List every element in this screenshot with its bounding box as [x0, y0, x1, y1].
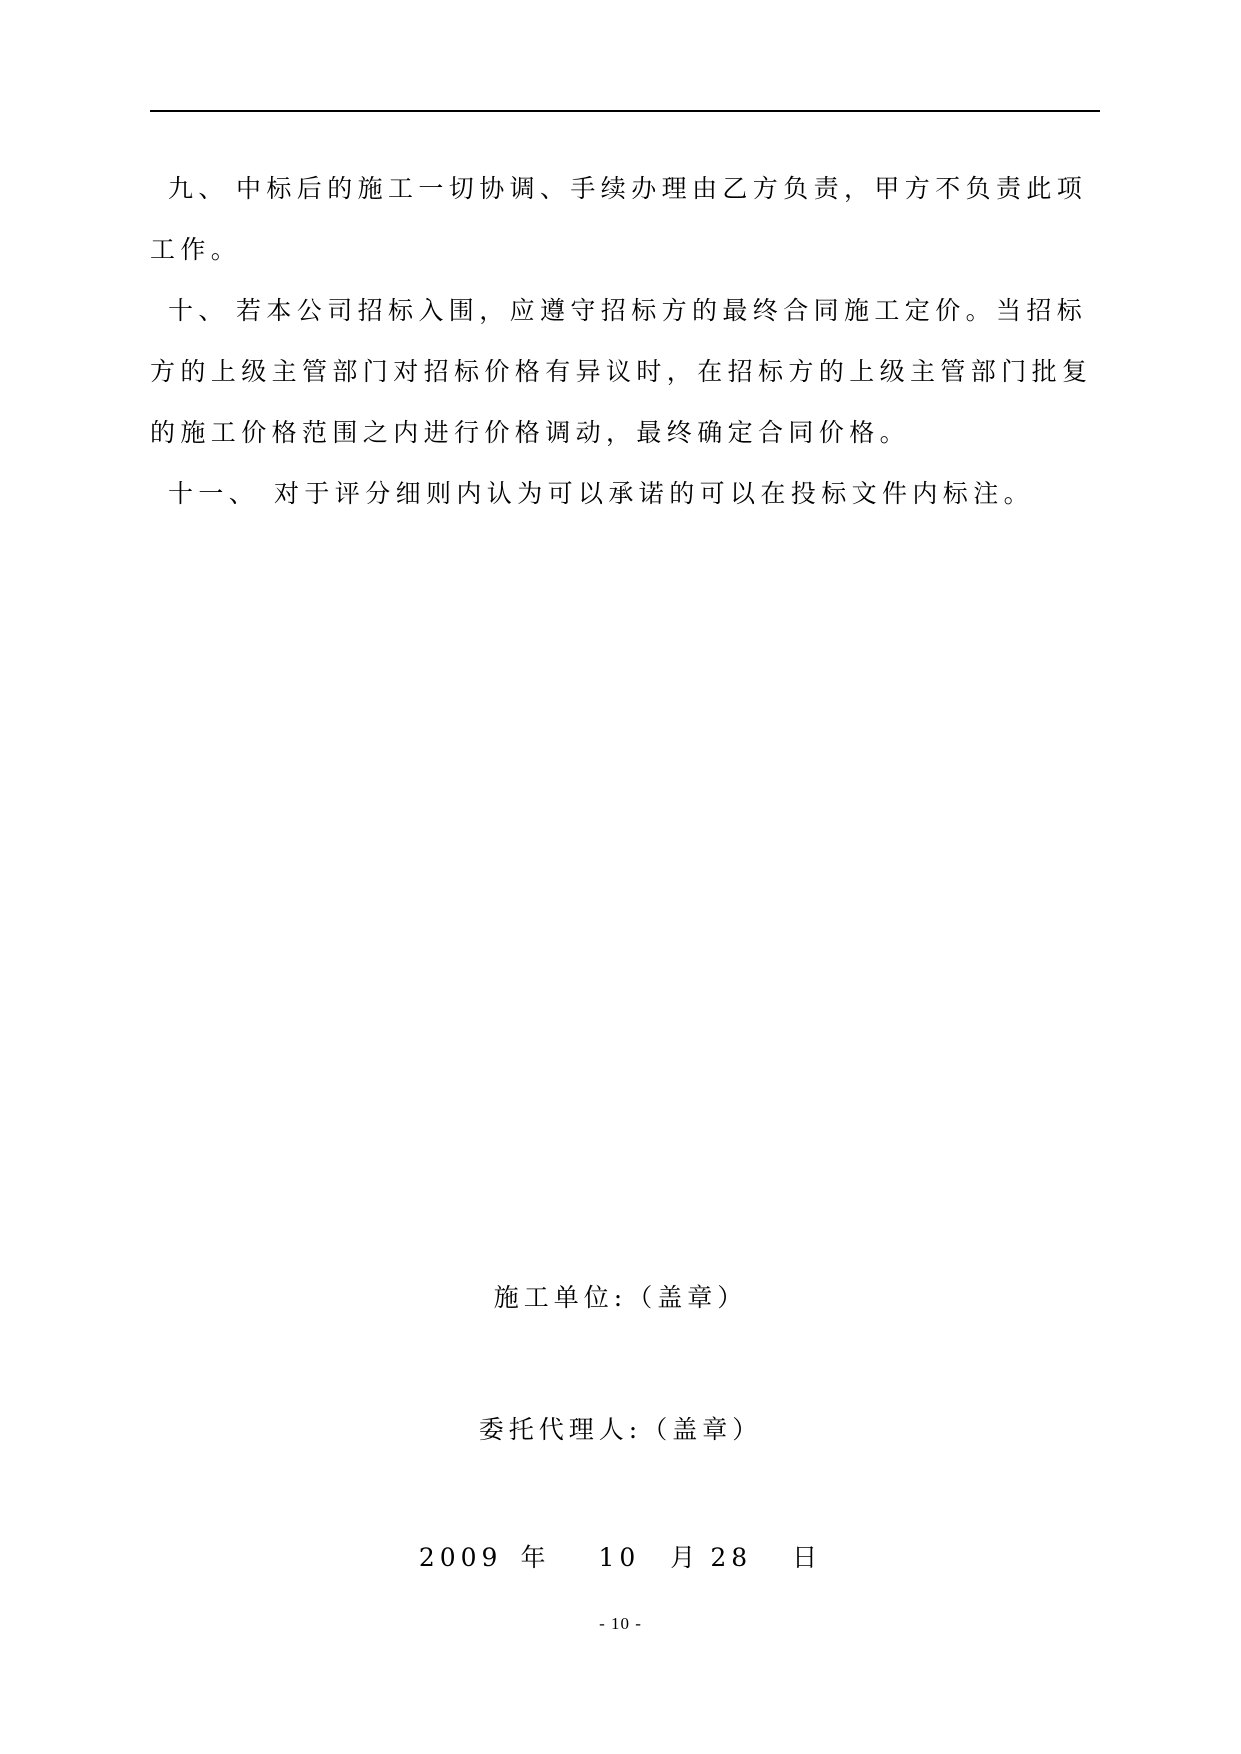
date-day: 28 [710, 1543, 753, 1572]
clause-number: 九、 [168, 174, 229, 203]
document-body [150, 158, 1100, 524]
clause-text: 若本公司招标入围，应遵守招标方的最终合同施工定价。当招标方的上级主管部门对招标价格有异议时，在招标方的上级主管部门批复的施工价格范围之内进行价格调动，最终确定合同价格。 [150, 296, 1093, 447]
page-number: - 10 - [599, 1614, 642, 1633]
clause-text: 中标后的施工一切协调、手续办理由乙方负责，甲方不负责此项工作。 [150, 174, 1088, 264]
clause-text: 对于评分细则内认为可以承诺的可以在投标文件内标注。 [274, 479, 1035, 508]
clause-number: 十、 [168, 296, 229, 325]
date-year-label: 年 [520, 1543, 551, 1572]
clause-10 [150, 280, 1100, 463]
authorized-agent-seal-label: 委托代理人:（盖章） [478, 1415, 763, 1444]
clause-number: 十一、 [168, 479, 260, 508]
signature-date [0, 1538, 1241, 1574]
clause-11 [150, 463, 1100, 524]
construction-unit-seal-label: 施工单位:（盖章） [493, 1283, 748, 1312]
date-year: 2009 [418, 1543, 503, 1572]
clause-9 [150, 158, 1100, 280]
date-day-label: 日 [792, 1543, 823, 1572]
date-month: 10 [598, 1543, 641, 1572]
date-month-label: 月 [670, 1543, 701, 1572]
header-rule [150, 110, 1100, 112]
